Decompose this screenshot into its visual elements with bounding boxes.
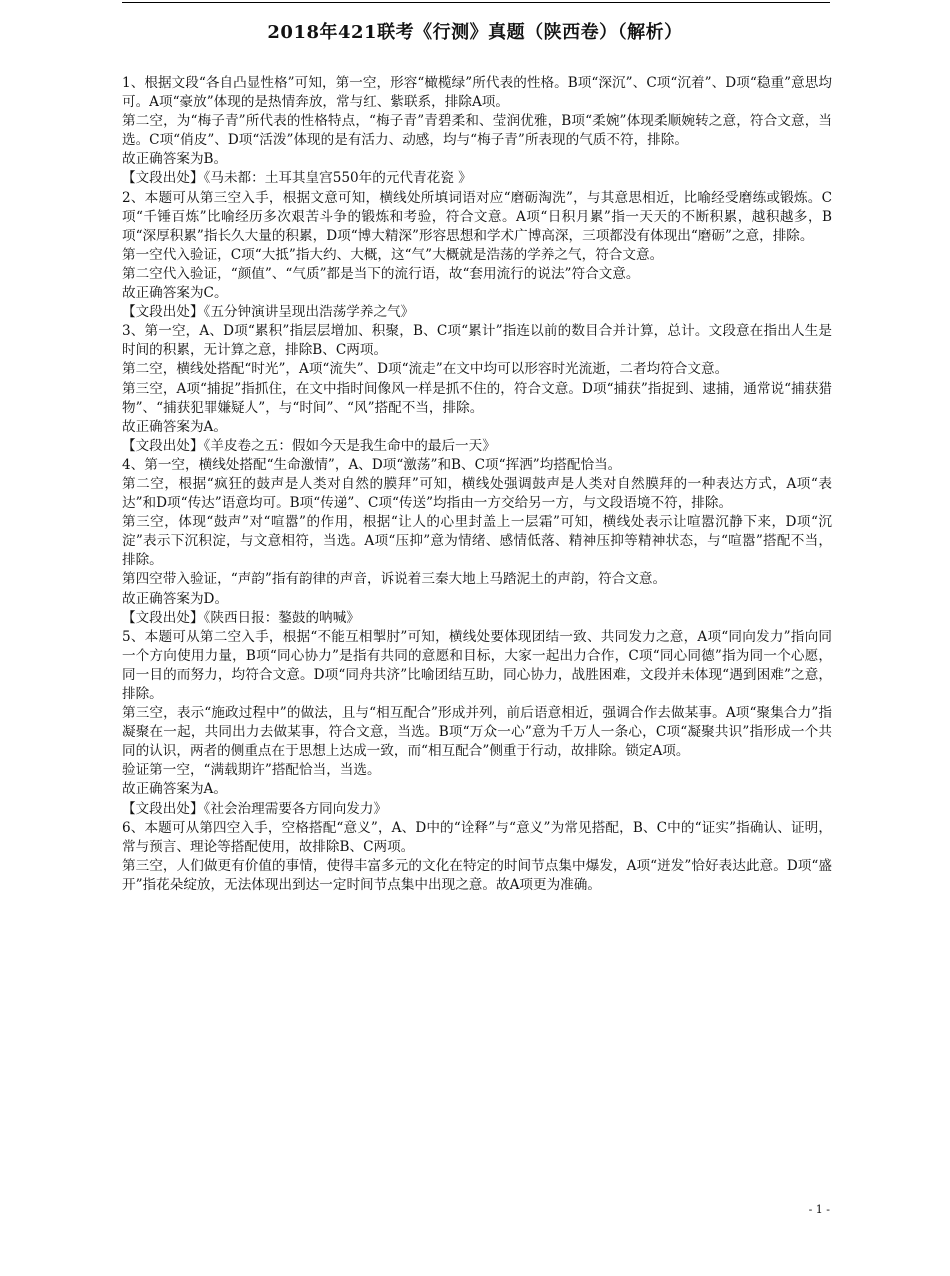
paragraph: 第二空，根据“疯狂的鼓声是人类对自然的膜拜”可知，横线处强调鼓声是人类对自然膜拜的一种表达方式，A项“表达”和D项“传达”语意均可。B项“传递”、C项“传送”均指由一方交给另一方，与文段语境不符，排除。 <box>122 475 832 512</box>
paragraph: 验证第一空，“满载期许”搭配恰当，当选。 <box>122 762 381 779</box>
answer-explanations <box>122 74 832 895</box>
paragraph: 6、本题可从第四空入手，空格搭配“意义”，A、D中的“诠释”与“意义”为常见搭配，B、C中的“证实”指确认、证明，常与预言、理论等搭配使用，故排除B、C两项。 <box>122 819 832 855</box>
paragraph: 第二空，横线处搭配“时光”，A项“流失”、D项“流走”在文中均可以形容时光流逝，二者均符合文意。 <box>122 361 729 378</box>
paragraph: 故正确答案为A。 <box>122 781 227 798</box>
source-note: 【文段出处】《马未都：土耳其皇宫550年的元代青花瓷 》 <box>122 170 472 187</box>
paragraph: 3、第一空，A、D项“累积”指层层增加、积聚，B、C项“累计”指连以前的数目合并计算，总计。文段意在指出人生是时间的积累，无计算之意，排除B、C两项。 <box>122 323 832 359</box>
paragraph: 故正确答案为A。 <box>122 418 227 435</box>
paragraph: 1、根据文段“各自凸显性格”可知，第一空，形容“橄榄绿”所代表的性格。B项“深沉”、C项“沉着”、D项“稳重”意思均可。A项“豪放”体现的是热情奔放，常与红、紫联系，排除A项。 <box>122 75 832 111</box>
paragraph: 第三空，A项“捕捉”指抓住，在文中指时间像风一样是抓不住的，符合文意。D项“捕获”指捉到、逮捕，通常说“捕获猎物”、“捕获犯罪嫌疑人”，与“时间”、“风”搭配不当，排除。 <box>122 380 832 416</box>
source-note: 【文段出处】《陕西日报：鏊鼓的呐喊》 <box>122 609 360 626</box>
paragraph: 第二空，为“梅子青”所代表的性格特点，“梅子青”青碧柔和、莹润优雅，B项“柔婉”体现柔顺婉转之意，符合文意，当选。C项“俏皮”、D项“活泼”体现的是有活力、动感，均与“梅子青”所表现的气质不符，排除。 <box>122 113 832 149</box>
paragraph: 第三空，表示“施政过程中”的做法，且与“相互配合”形成并列，前后语意相近，强调合作去做某事。A项“聚集合力”指凝聚在一起，共同出力去做某事，符合文意，当选。B项“万众一心”意为千万人一条心，C项“凝聚共识”指形成一个共同的认识，两者的侧重点在于思想上达成一致，而“相互配合”侧重于行动，故排除。锁定A项。 <box>122 705 832 760</box>
source-note: 【文段出处】《羊皮卷之五：假如今天是我生命中的最后一天》 <box>122 437 496 454</box>
paragraph: 故正确答案为B。 <box>122 151 228 168</box>
page-title: 2018年421联考《行测》真题（陕西卷）（解析） <box>267 22 683 43</box>
paragraph: 2、本题可从第三空入手，根据文意可知，横线处所填词语对应“磨砺淘洗”，与其意思相近，比喻经受磨练或锻炼。C项“千锤百炼”比喻经历多次艰苦斗争的锻炼和考验，符合文意。A项“日积月累”指一天天的不断积累，越积越多，B项“深厚积累”指长久大量的积累，D项“博大精深”形容思想和学术广博高深，三项都没有体现出“磨砺”之意，排除。 <box>122 189 832 244</box>
paragraph: 第三空，体现“鼓声”对“喧嚣”的作用，根据“让人的心里封盖上一层霜”可知，横线处表示让喧嚣沉静下来，D项“沉淀”表示下沉积淀，与文意相符，当选。A项“压抑”意为情绪、感情低落、精神压抑等精神状态，与“喧嚣”搭配不当，排除。 <box>122 514 832 569</box>
paragraph: 故正确答案为C。 <box>122 285 228 302</box>
paragraph: 故正确答案为D。 <box>122 590 229 607</box>
page-number: - 1 - <box>808 1203 830 1216</box>
paragraph: 4、第一空，横线处搭配“生命激情”，A、D项“激荡”和B、C项“挥洒”均搭配恰当。 <box>122 456 622 473</box>
paragraph: 5、本题可从第二空入手，根据“不能互相掣肘”可知，横线处要体现团结一致、共同发力之意，A项“同向发力”指向同一个方向使用力量，B项“同心协力”是指有共同的意愿和目标，大家一起出力合作，C项“同心同德”指为同一个心愿，同一目的而努力，均符合文意。D项“同舟共济”比喻团结互助，同心协力，战胜困难，文段并未体现“遇到困难”之意，排除。 <box>122 628 832 702</box>
paragraph: 第四空带入验证，“声韵”指有韵律的声音，诉说着三秦大地上马踏泥土的声韵，符合文意。 <box>122 571 667 588</box>
paragraph: 第二空代入验证，“颜值”、“气质”都是当下的流行语，故“套用流行的说法”符合文意。 <box>122 265 640 282</box>
source-note: 【文段出处】《五分钟演讲呈现出浩荡学养之气》 <box>122 304 415 321</box>
paragraph: 第一空代入验证，C项“大抵”指大约、大概，这“气”大概就是浩荡的学养之气，符合文意。 <box>122 246 664 263</box>
source-note: 【文段出处】《社会治理需要各方同向发力》 <box>122 800 388 817</box>
paragraph: 第三空，人们做更有价值的事情，使得丰富多元的文化在特定的时间节点集中爆发，A项“迸发”恰好表达此意。D项“盛开”指花朵绽放，无法体现出到达一定时间节点集中出现之意。故A项更为准确。 <box>122 857 832 893</box>
header-rule <box>122 2 830 3</box>
